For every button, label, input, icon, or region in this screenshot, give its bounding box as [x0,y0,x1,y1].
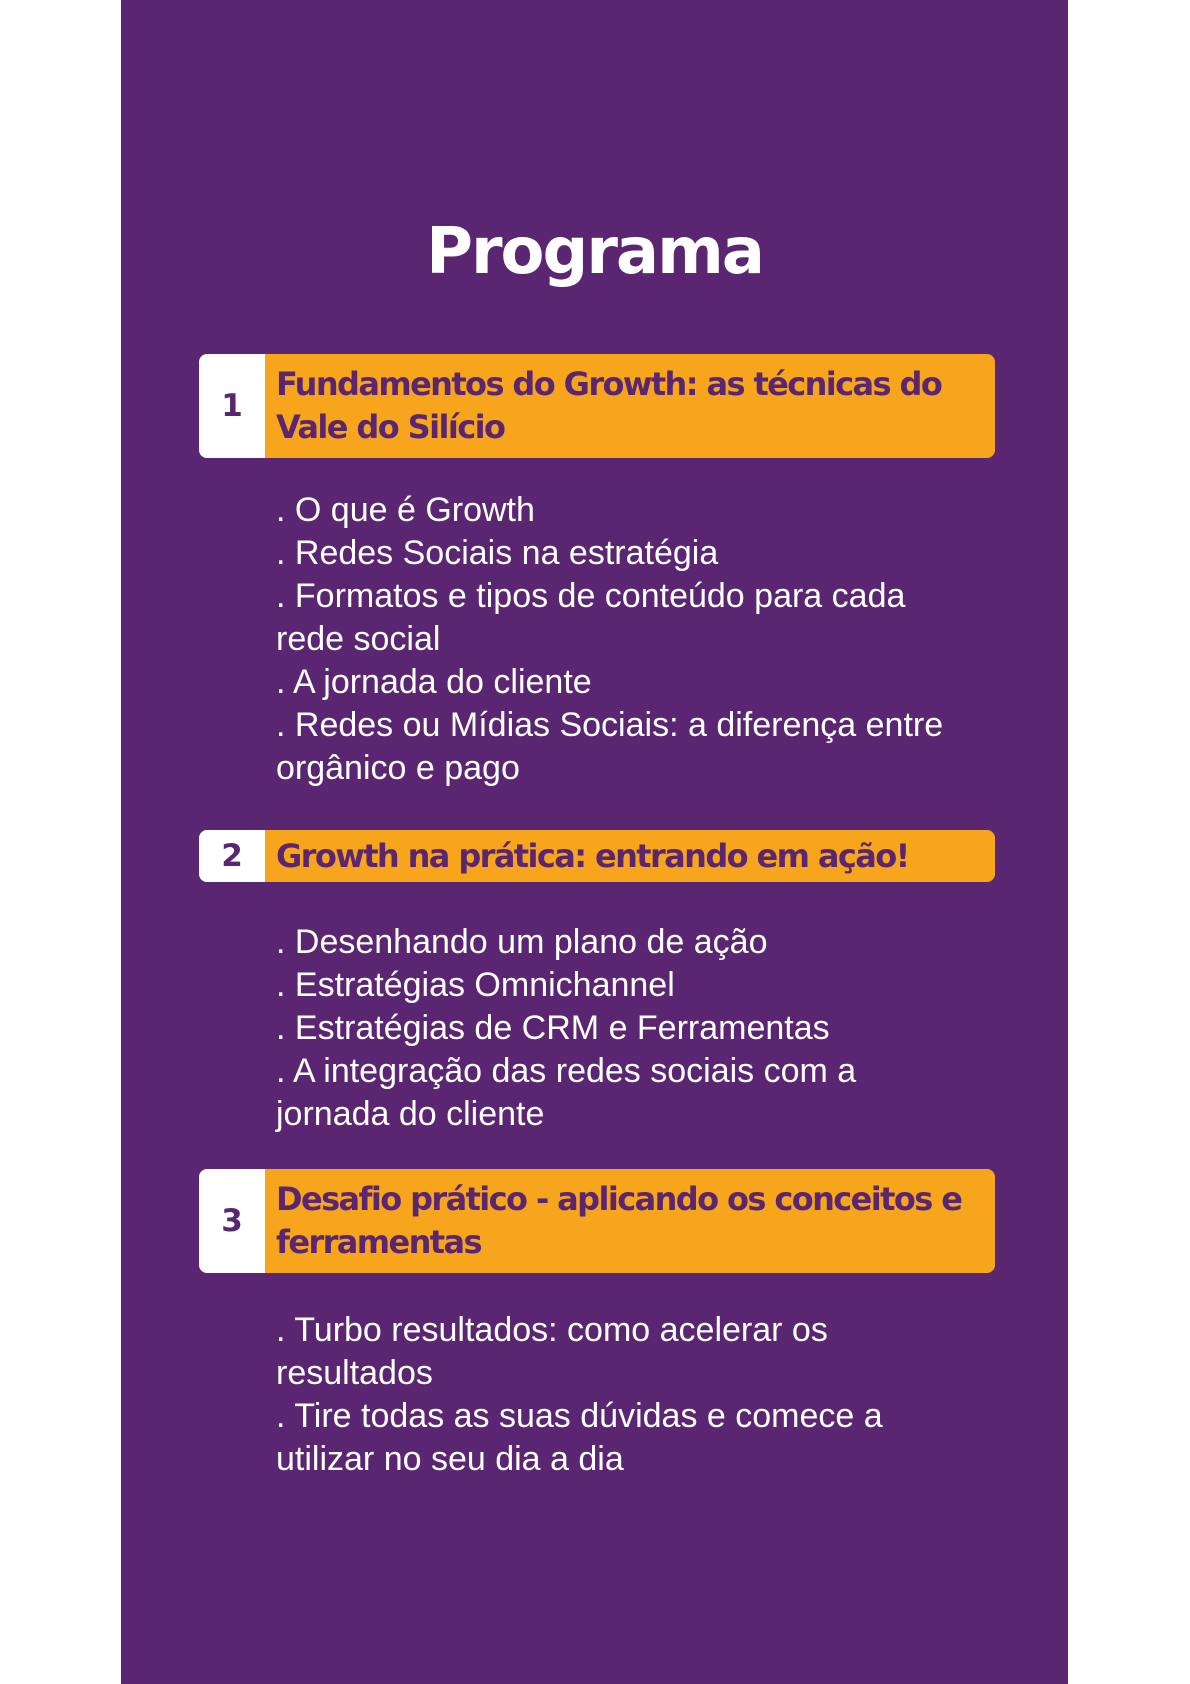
module-1-header [199,354,995,458]
module-3-header [199,1169,995,1273]
list-item: . A jornada do cliente [276,663,592,701]
list-item: . Estratégias de CRM e Ferramentas [276,1009,830,1047]
module-3-number: 3 [199,1169,265,1273]
list-item: . Formatos e tipos de conteúdo para cada rede social [276,577,906,658]
module-2-topics [276,921,996,1136]
list-item: . Desenhando um plano de ação [276,923,768,961]
module-2-title: Growth na prática: entrando em ação! [276,836,909,875]
module-2-title-box [265,830,995,882]
module-3-title-box [265,1169,995,1273]
list-item: . A integração das redes sociais com a jornada do cliente [276,1052,857,1133]
module-2-number: 2 [199,830,265,882]
module-2-header [199,830,995,882]
module-1-title: Fundamentos do Growth: as técnicas do Vale do Silício [276,365,942,446]
list-item: . Estratégias Omnichannel [276,966,675,1004]
module-3-topics [276,1309,996,1481]
module-1-topics [276,489,996,790]
page-title: Programa [426,215,763,289]
list-item: . Turbo resultados: como acelerar os resultados [276,1311,828,1392]
module-1-number: 1 [199,354,265,458]
program-panel [121,0,1068,1684]
module-3-title: Desafio prático - aplicando os conceitos e ferramentas [276,1180,962,1261]
module-1-title-box [265,354,995,458]
list-item: . Redes ou Mídias Sociais: a diferença entre orgânico e pago [276,706,944,787]
list-item: . Redes Sociais na estratégia [276,534,719,572]
list-item: . Tire todas as suas dúvidas e comece a utilizar no seu dia a dia [276,1397,883,1478]
list-item: . O que é Growth [276,491,535,529]
